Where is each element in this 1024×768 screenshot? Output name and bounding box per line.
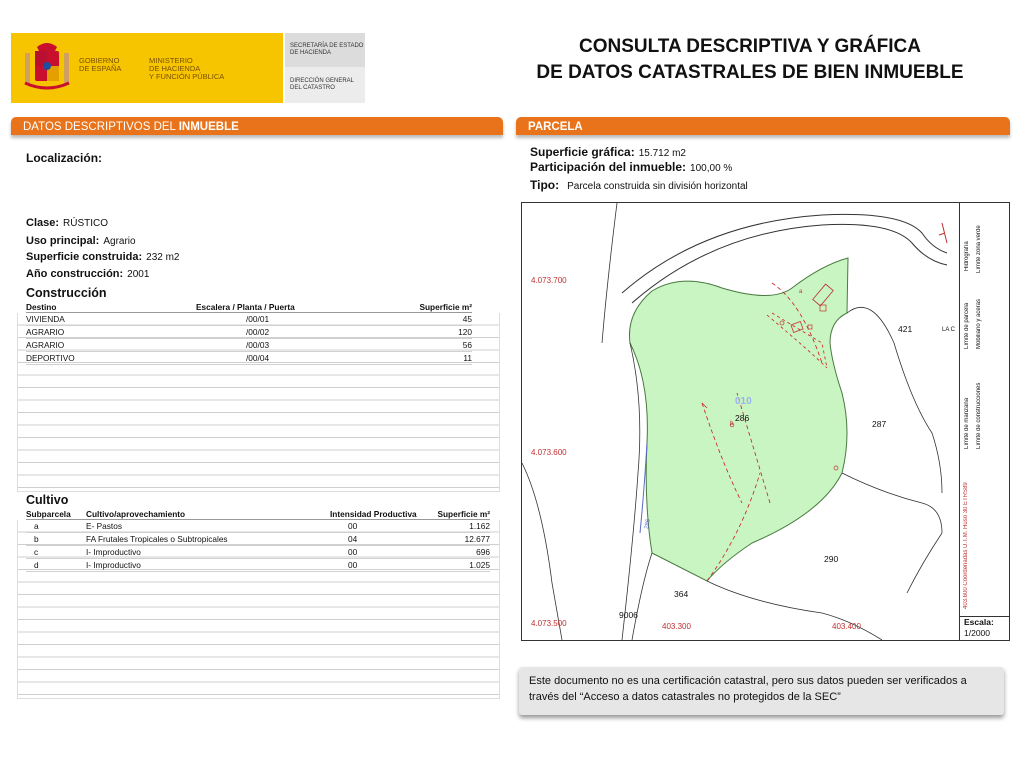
table-row: DEPORTIVO /00/04 11 bbox=[26, 353, 472, 363]
table-row: AGRARIO /00/03 56 bbox=[26, 340, 472, 350]
legend-limite-construcciones: Límite de construcciones bbox=[976, 382, 982, 449]
direccion-label: DIRECCIÓN GENERAL DEL CATASTRO bbox=[290, 78, 355, 91]
participacion-field: Participación del inmueble: 100,00 % bbox=[530, 160, 733, 174]
parcel-ref-label: 010 bbox=[735, 396, 752, 407]
parcel-label: 287 bbox=[872, 419, 887, 429]
legend-limite-parcela: Límite de parcela bbox=[964, 302, 970, 349]
coord-y-mid: 4.073.600 bbox=[531, 448, 567, 457]
parcel-label: 290 bbox=[824, 554, 839, 564]
legend-limite-zona-verde: Límite zona verde bbox=[976, 225, 982, 273]
map-legend bbox=[959, 203, 1010, 640]
col-subparcela: Subparcela bbox=[26, 509, 86, 520]
construccion-title: Construcción bbox=[26, 286, 107, 300]
tipo-field: Tipo: Parcela construida sin división horizontal bbox=[530, 178, 748, 192]
localizacion-label: Localización: bbox=[26, 151, 103, 165]
parcel-label: 286 bbox=[735, 413, 750, 423]
gobierno-label: GOBIERNO DE ESPAÑA bbox=[79, 56, 122, 73]
legend-limite-manzana: Límite de manzana bbox=[964, 397, 970, 449]
subparcel-a-label: a bbox=[799, 289, 803, 295]
construccion-table bbox=[26, 302, 472, 365]
uso-field: Uso principal: Agrario bbox=[26, 235, 136, 247]
secretaria-label: SECRETARÍA DE ESTADO DE HACIENDA bbox=[290, 43, 364, 56]
table-row: AGRARIO /00/02 120 bbox=[26, 327, 472, 337]
road-label: 286 bbox=[644, 518, 652, 530]
scale-box: Escala: 1/2000 bbox=[960, 616, 1010, 640]
cultivo-table bbox=[26, 509, 490, 572]
superficie-grafica-field: Superficie gráfica: 15.712 m2 bbox=[530, 145, 686, 159]
table-row: c I- Improductivo 00 696 bbox=[26, 546, 490, 559]
table-row: a E- Pastos 00 1.162 bbox=[26, 520, 490, 533]
disclaimer-note: Este documento no es una certificación catastral, pero sus datos pueden ser verificados a través del “Acceso a datos catastrales no protegidos de la SEC” bbox=[519, 667, 1004, 715]
coat-of-arms-icon bbox=[21, 41, 73, 95]
legend-coordenadas: 403.600 Coordenadas U.T.M. Huso 30 ETRS89 bbox=[963, 482, 969, 609]
coord-y-top: 4.073.700 bbox=[531, 276, 567, 285]
coord-y-bottom: 4.073.500 bbox=[531, 619, 567, 628]
col-intensidad: Intensidad Productiva bbox=[330, 509, 430, 520]
parcel-label: 9006 bbox=[619, 610, 638, 620]
ministerio-label: MINISTERIO DE HACIENDA Y FUNCIÓN PÚBLICA bbox=[149, 56, 225, 81]
parcel-label: 364 bbox=[674, 589, 689, 599]
table-row: b FA Frutales Tropicales o Subtropicales 04 12.677 bbox=[26, 533, 490, 546]
table-row: d I- Improductivo 00 1.025 bbox=[26, 559, 490, 572]
government-logo-block bbox=[11, 33, 283, 103]
col-superficie: Superficie m² bbox=[372, 302, 472, 313]
cultivo-title: Cultivo bbox=[26, 493, 69, 507]
parcel-label: 421 bbox=[898, 324, 913, 334]
clase-field: Clase: RÚSTICO bbox=[26, 217, 109, 229]
superficie-construida-field: Superficie construida: 232 m2 bbox=[26, 251, 180, 263]
document-title: CONSULTA DESCRIPTIVA Y GRÁFICA DE DATOS CATASTRALES DE BIEN INMUEBLE bbox=[536, 36, 964, 83]
parcela-header: PARCELA bbox=[516, 117, 1010, 135]
legend-hidrografia: Hidrografía bbox=[964, 241, 970, 271]
col-cultivo: Cultivo/aprovechamiento bbox=[86, 509, 330, 520]
coord-x-left: 403.300 bbox=[662, 622, 691, 631]
parcel-label: LA C bbox=[942, 327, 956, 333]
map-canvas bbox=[522, 203, 1009, 640]
col-escalera: Escalera / Planta / Puerta bbox=[196, 302, 372, 313]
legend-mobiliario: Mobiliario y aceras bbox=[976, 298, 982, 349]
col-superficie: Superficie m² bbox=[430, 509, 490, 520]
coord-x-right: 403.400 bbox=[832, 622, 861, 631]
anio-construccion-field: Año construcción: 2001 bbox=[26, 268, 150, 280]
col-destino: Destino bbox=[26, 302, 196, 313]
subparcel-b-label: b bbox=[730, 421, 734, 427]
datos-descriptivos-header: DATOS DESCRIPTIVOS DEL INMUEBLE bbox=[11, 117, 503, 135]
cadastral-map[interactable] bbox=[521, 202, 1010, 641]
table-row: VIVIENDA /00/01 45 bbox=[26, 314, 472, 324]
